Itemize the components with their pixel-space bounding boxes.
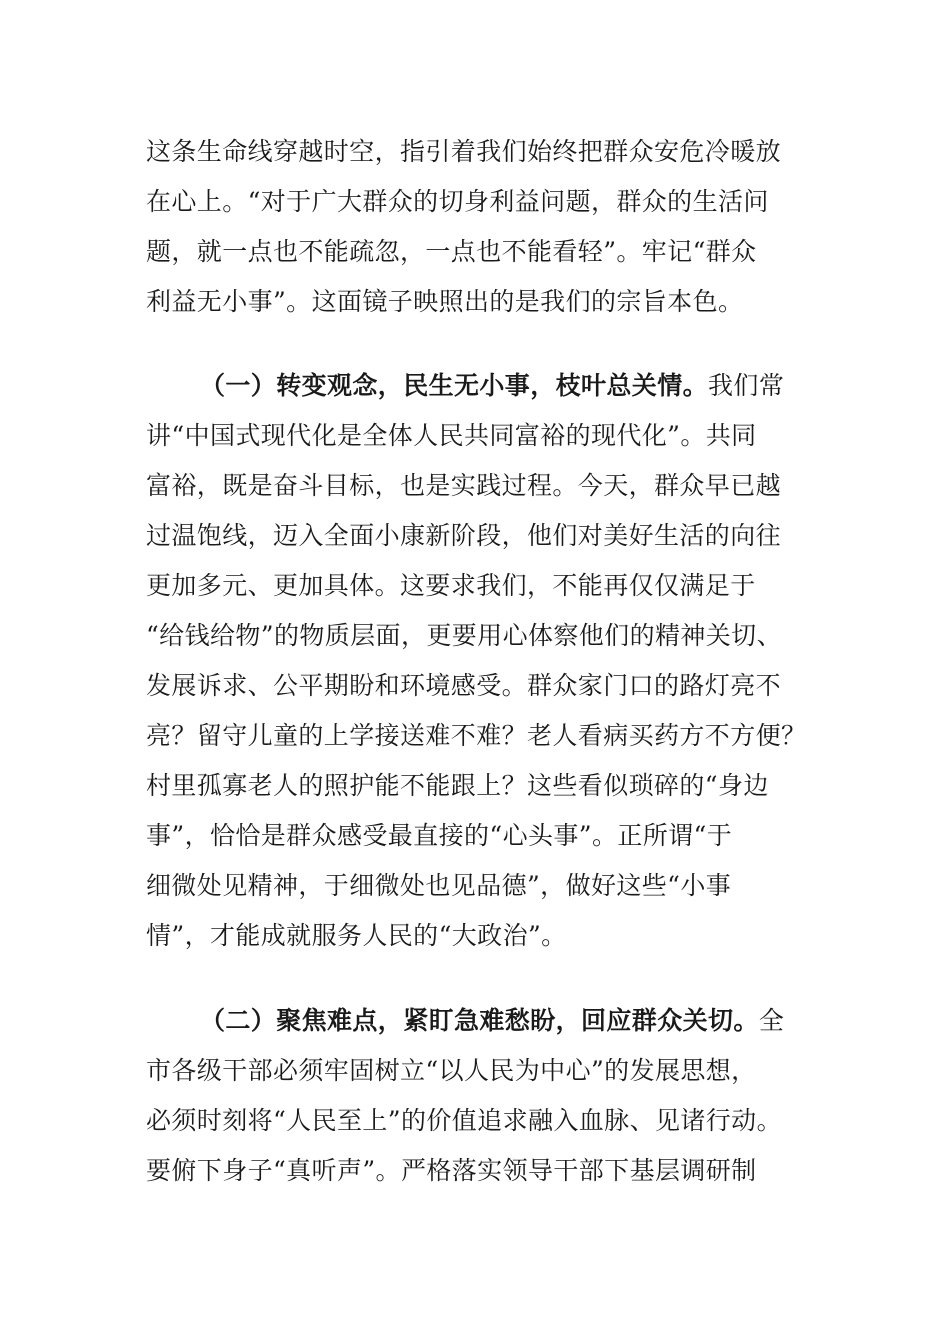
paragraph-3-first-line (200, 1006, 784, 1036)
paragraph-1-line-4: 利益无小事”。这面镜子映照出的是我们的宗旨本色。 (146, 287, 744, 316)
paragraph-1-line-1: 这条生命线穿越时空，指引着我们始终把群众安危冷暖放 (146, 137, 782, 166)
paragraph-2-line-10: 事”，恰恰是群众感受最直接的“心头事”。正所谓“于 (146, 821, 733, 850)
paragraph-2-first-line-text: 我们常 (708, 371, 785, 400)
paragraph-3-line-3: 必须时刻将“人民至上”的价值追求融入血脉、见诸行动。 (146, 1106, 782, 1135)
paragraph-1-line-2: 在心上。“对于广大群众的切身利益问题，群众的生活问 (146, 187, 769, 216)
paragraph-2-line-3: 富裕，既是奋斗目标，也是实践过程。今天，群众早已越 (146, 471, 782, 500)
paragraph-2-line-7: 发展诉求、公平期盼和环境感受。群众家门口的路灯亮不 (146, 671, 782, 700)
paragraph-2-line-12: 情”，才能成就服务人民的“大政治”。 (146, 921, 567, 950)
paragraph-2-line-5: 更加多元、更加具体。这要求我们，不能再仅仅满足于 (146, 571, 756, 600)
paragraph-2-line-11: 细微处见精神，于细微处也见品德”，做好这些“小事 (146, 871, 732, 900)
paragraph-3-line-4: 要俯下身子“真听声”。严格落实领导干部下基层调研制 (146, 1156, 757, 1185)
paragraph-2-line-4: 过温饱线，迈入全面小康新阶段，他们对美好生活的向往 (146, 521, 782, 550)
paragraph-3-line-2: 市各级干部必须牢固树立“以人民为中心”的发展思想， (146, 1056, 757, 1085)
paragraph-2-line-8: 亮？留守儿童的上学接送难不难？老人看病买药方不方便？ (146, 721, 807, 750)
paragraph-2-line-9: 村里孤寡老人的照护能不能跟上？这些看似琐碎的“身边 (146, 771, 769, 800)
paragraph-2-first-line (200, 371, 784, 401)
paragraph-2-line-6: “给钱给物”的物质层面，更要用心体察他们的精神关切、 (146, 621, 782, 650)
paragraph-3-first-line-text: 全 (758, 1006, 785, 1035)
paragraph-2-line-2: 讲“中国式现代化是全体人民共同富裕的现代化”。共同 (146, 421, 757, 450)
paragraph-1-line-3: 题，就一点也不能疏忽，一点也不能看轻”。牢记“群众 (146, 237, 757, 266)
section-heading-2: （二）聚焦难点，紧盯急难愁盼，回应群众关切。 (200, 1006, 759, 1035)
section-heading-1: （一）转变观念，民生无小事，枝叶总关情。 (200, 371, 709, 400)
